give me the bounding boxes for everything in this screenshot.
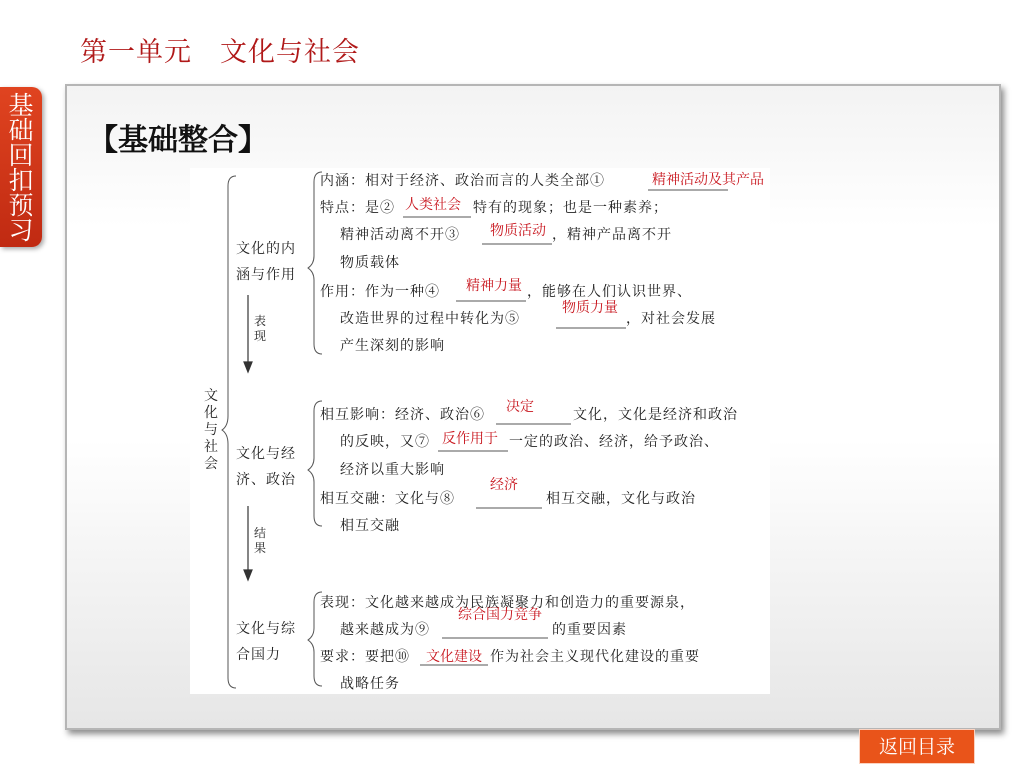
map-line: ，能够在人们认识世界、 xyxy=(527,284,692,300)
section-title: 【基础整合】 xyxy=(88,123,268,158)
map-line: 作为社会主义现代化建设的重要 xyxy=(490,649,700,665)
answer-6: 决定 xyxy=(506,399,534,415)
map-line: 改造世界的过程中转化为⑤ xyxy=(340,311,520,327)
map-line: 内涵：相对于经济、政治而言的人类全部① xyxy=(320,173,605,189)
map-line: 相互交融：文化与⑧ xyxy=(320,491,455,507)
map-line: 的反映，又⑦ xyxy=(340,434,430,450)
map-line: 相互交融 xyxy=(340,518,400,534)
concept-map xyxy=(190,168,770,694)
map-line: 的重要因素 xyxy=(552,622,627,638)
map-line: 特有的现象；也是一种素养； xyxy=(473,200,668,216)
map-line: 精神活动离不开③ xyxy=(340,227,460,243)
answer-4: 精神力量 xyxy=(466,278,522,294)
map-line: 要求：要把⑩ xyxy=(320,649,410,665)
map-line: 产生深刻的影响 xyxy=(340,338,445,354)
arrow-label-result: 结果 xyxy=(254,526,267,555)
answer-5: 物质力量 xyxy=(562,300,618,316)
map-line: 作用：作为一种④ xyxy=(320,284,440,300)
map-line: ，精神产品离不开 xyxy=(552,227,672,243)
map-line: 特点：是② xyxy=(320,200,395,216)
map-line: 经济以重大影响 xyxy=(340,462,445,478)
map-line: 相互交融，文化与政治 xyxy=(546,491,696,507)
map-line: ，对社会发展 xyxy=(626,311,716,327)
arrow-label-manifestation: 表现 xyxy=(254,314,267,343)
page-title: 第一单元 文化与社会 xyxy=(80,37,360,68)
map-line: 一定的政治、经济，给予政治、 xyxy=(509,434,719,450)
branch-label-culture-economy-politics: 文化与经济、政治 xyxy=(236,446,296,488)
map-line: 表现：文化越来越成为民族凝聚力和创造力的重要源泉， xyxy=(320,595,695,611)
branch-label-culture-meaning: 文化的内涵与作用 xyxy=(236,241,296,283)
map-line: 文化，文化是经济和政治 xyxy=(573,407,738,423)
answer-10: 文化建设 xyxy=(426,649,482,665)
branch-label-culture-national-power: 文化与综合国力 xyxy=(236,621,296,663)
answer-2: 人类社会 xyxy=(405,197,461,213)
answer-7: 反作用于 xyxy=(442,431,498,447)
map-line: 战略任务 xyxy=(340,676,400,692)
map-line: 越来越成为⑨ xyxy=(340,622,430,638)
answer-8: 经济 xyxy=(490,477,518,493)
map-line: 相互影响：经济、政治⑥ xyxy=(320,407,485,423)
answer-3: 物质活动 xyxy=(490,223,546,239)
back-to-contents-button[interactable]: 返回目录 xyxy=(859,729,975,764)
answer-9: 综合国力竞争 xyxy=(458,607,542,623)
root-label: 文化与社会 xyxy=(204,388,218,472)
map-line: 物质载体 xyxy=(340,255,400,271)
answer-1: 精神活动及其产品 xyxy=(652,172,764,188)
side-tab-label: 基础回扣预习 xyxy=(5,92,34,242)
